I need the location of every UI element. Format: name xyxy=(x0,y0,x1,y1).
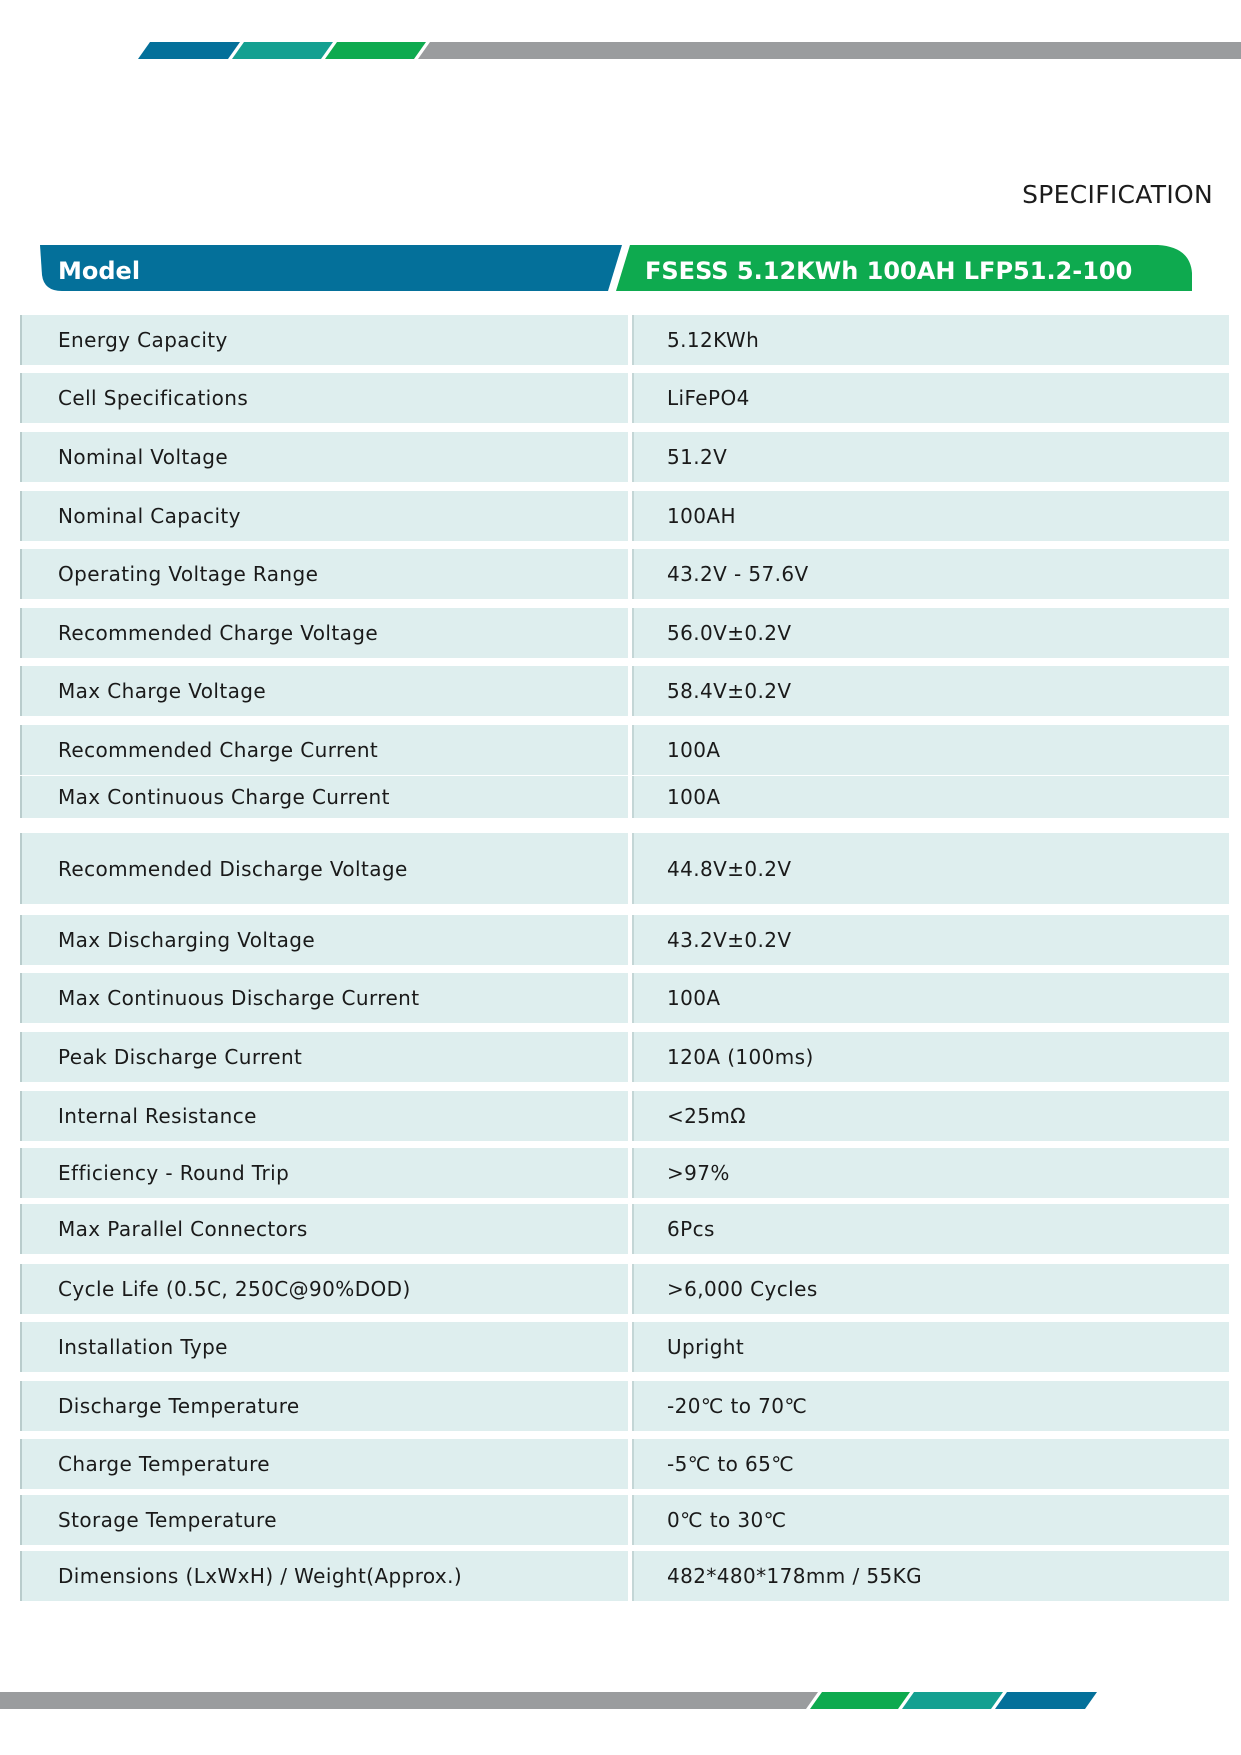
spec-label-cell xyxy=(20,776,628,818)
spec-label-cell xyxy=(20,491,628,541)
spec-label: Cell Specifications xyxy=(58,386,249,410)
model-label: Model xyxy=(58,257,141,285)
table-row xyxy=(20,491,1227,541)
spec-label: Cycle Life (0.5C, 250C@90%DOD) xyxy=(58,1277,411,1301)
spec-value-cell xyxy=(632,1439,1229,1489)
spec-label-cell xyxy=(20,1495,628,1545)
spec-value: >97% xyxy=(667,1161,730,1185)
spec-value-cell xyxy=(632,725,1229,775)
spec-value: >6,000 Cycles xyxy=(667,1277,818,1301)
top-accent-green xyxy=(325,42,426,59)
spec-value-cell xyxy=(632,1381,1229,1431)
spec-value-cell xyxy=(632,491,1229,541)
spec-value-cell xyxy=(632,1551,1229,1601)
table-row xyxy=(20,1204,1227,1254)
table-row xyxy=(20,725,1227,775)
spec-value-cell xyxy=(632,315,1229,365)
spec-value: 482*480*178mm / 55KG xyxy=(667,1564,923,1588)
spec-label: Storage Temperature xyxy=(58,1508,277,1532)
spec-value-cell xyxy=(632,1264,1229,1314)
spec-value-cell xyxy=(632,1322,1229,1372)
table-row xyxy=(20,1495,1227,1545)
spec-value: 51.2V xyxy=(667,445,728,469)
table-row xyxy=(20,432,1227,482)
spec-label: Discharge Temperature xyxy=(58,1394,300,1418)
table-row xyxy=(20,666,1227,716)
spec-value-cell xyxy=(632,432,1229,482)
spec-value: LiFePO4 xyxy=(667,386,750,410)
spec-value: 100A xyxy=(667,986,721,1010)
table-row xyxy=(20,915,1227,965)
spec-label-cell xyxy=(20,1264,628,1314)
spec-label: Peak Discharge Current xyxy=(58,1045,303,1069)
spec-label-cell xyxy=(20,549,628,599)
table-row xyxy=(20,1032,1227,1082)
spec-value-cell xyxy=(632,1032,1229,1082)
spec-label-cell xyxy=(20,1439,628,1489)
spec-label: Recommended Charge Voltage xyxy=(58,621,379,645)
spec-value-cell xyxy=(632,608,1229,658)
spec-label-cell xyxy=(20,315,628,365)
spec-label-cell xyxy=(20,725,628,775)
spec-value-cell xyxy=(632,833,1229,904)
spec-label: Installation Type xyxy=(58,1335,228,1359)
table-row xyxy=(20,1264,1227,1314)
table-row xyxy=(20,1148,1227,1198)
spec-label: Max Continuous Charge Current xyxy=(58,785,390,809)
spec-value: -20℃ to 70℃ xyxy=(667,1394,808,1418)
page-title: SPECIFICATION xyxy=(1022,180,1213,209)
spec-label-cell xyxy=(20,833,628,904)
spec-value-cell xyxy=(632,1495,1229,1545)
spec-label-cell xyxy=(20,1322,628,1372)
table-row xyxy=(20,549,1227,599)
spec-label-cell xyxy=(20,1551,628,1601)
spec-value: 100AH xyxy=(667,504,736,528)
spec-value-cell xyxy=(632,666,1229,716)
spec-value-cell xyxy=(632,776,1229,818)
top-accent-teal xyxy=(232,42,333,59)
bottom-accent-blue xyxy=(995,1692,1097,1709)
spec-value: 56.0V±0.2V xyxy=(667,621,792,645)
spec-label: Max Continuous Discharge Current xyxy=(58,986,420,1010)
table-row xyxy=(20,1439,1227,1489)
bottom-accent-green xyxy=(810,1692,910,1709)
spec-value: 100A xyxy=(667,738,721,762)
spec-label-cell xyxy=(20,1381,628,1431)
spec-label: Nominal Capacity xyxy=(58,504,241,528)
spec-value-cell xyxy=(632,915,1229,965)
spec-value: 6Pcs xyxy=(667,1217,715,1241)
spec-value-cell xyxy=(632,973,1229,1023)
spec-label: Dimensions (LxWxH) / Weight(Approx.) xyxy=(58,1564,463,1588)
spec-value-cell xyxy=(632,1091,1229,1141)
table-row xyxy=(20,776,1227,818)
table-row xyxy=(20,373,1227,423)
table-row xyxy=(20,833,1227,904)
table-row xyxy=(20,1091,1227,1141)
spec-value: 58.4V±0.2V xyxy=(667,679,792,703)
table-row xyxy=(20,1322,1227,1372)
top-accent-gray xyxy=(418,42,1241,59)
spec-label: Max Charge Voltage xyxy=(58,679,267,703)
table-row xyxy=(20,1551,1227,1601)
spec-label-cell xyxy=(20,1091,628,1141)
spec-label-cell xyxy=(20,915,628,965)
bottom-accent-teal xyxy=(902,1692,1003,1709)
spec-label: Operating Voltage Range xyxy=(58,562,319,586)
spec-label: Max Discharging Voltage xyxy=(58,928,316,952)
spec-label-cell xyxy=(20,1204,628,1254)
spec-label-cell xyxy=(20,1032,628,1082)
top-accent-bar xyxy=(0,42,1241,59)
spec-value: 120A (100ms) xyxy=(667,1045,814,1069)
top-accent-blue xyxy=(138,42,240,59)
spec-label-cell xyxy=(20,373,628,423)
spec-label: Charge Temperature xyxy=(58,1452,271,1476)
spec-label-cell xyxy=(20,666,628,716)
table-row xyxy=(20,608,1227,658)
bottom-accent-gray xyxy=(0,1692,818,1709)
table-row xyxy=(20,973,1227,1023)
spec-value-cell xyxy=(632,1204,1229,1254)
spec-value: -5℃ to 65℃ xyxy=(667,1452,795,1476)
spec-value: <25mΩ xyxy=(667,1104,746,1128)
spec-label-cell xyxy=(20,1148,628,1198)
spec-value: 43.2V - 57.6V xyxy=(667,562,809,586)
spec-value: 43.2V±0.2V xyxy=(667,928,792,952)
spec-value: 100A xyxy=(667,785,721,809)
spec-value-cell xyxy=(632,1148,1229,1198)
spec-label: Nominal Voltage xyxy=(58,445,229,469)
spec-label: Max Parallel Connectors xyxy=(58,1217,308,1241)
spec-value: 0℃ to 30℃ xyxy=(667,1508,787,1532)
spec-label-cell xyxy=(20,608,628,658)
spec-label: Recommended Charge Current xyxy=(58,738,379,762)
spec-value: Upright xyxy=(667,1335,745,1359)
spec-label-cell xyxy=(20,432,628,482)
spec-label: Efficiency - Round Trip xyxy=(58,1161,290,1185)
table-row xyxy=(20,315,1227,365)
spec-value-cell xyxy=(632,549,1229,599)
spec-value: 44.8V±0.2V xyxy=(667,856,792,881)
spec-label-cell xyxy=(20,973,628,1023)
spec-label: Energy Capacity xyxy=(58,328,228,352)
spec-value-cell xyxy=(632,373,1229,423)
spec-label: Recommended Discharge Voltage xyxy=(58,856,408,881)
spec-value: 5.12KWh xyxy=(667,328,760,352)
table-row xyxy=(20,1381,1227,1431)
spec-label: Internal Resistance xyxy=(58,1104,257,1128)
bottom-accent-bar xyxy=(0,1692,1241,1709)
model-value: FSESS 5.12KWh 100AH LFP51.2-100 xyxy=(645,257,1133,285)
